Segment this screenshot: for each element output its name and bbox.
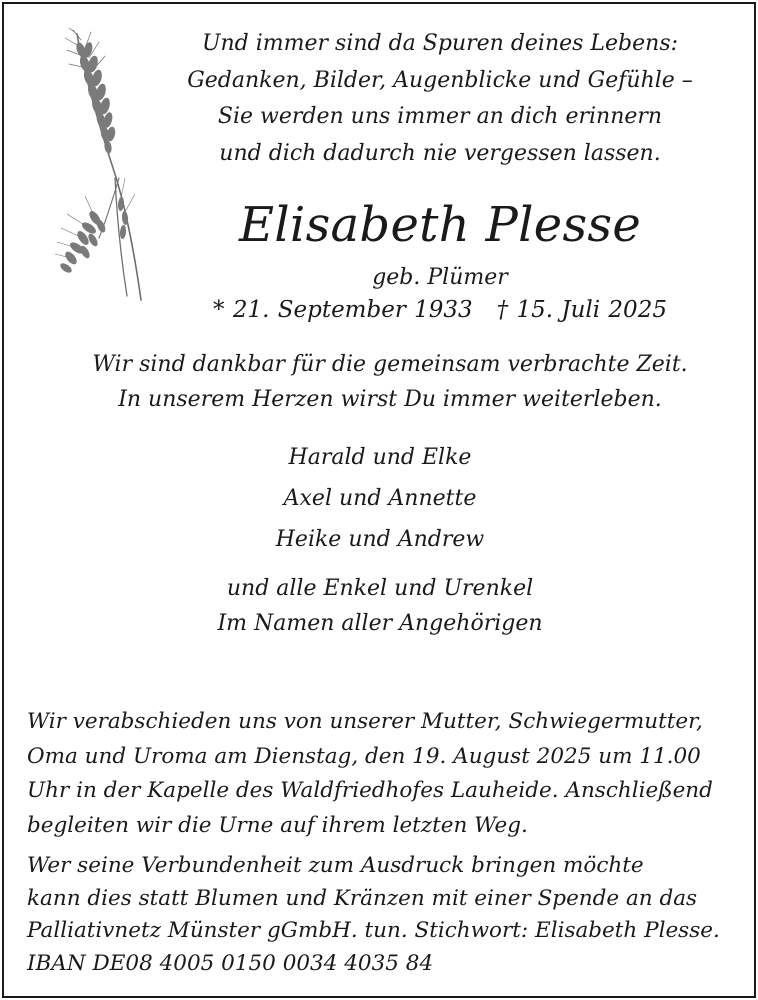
- family-member: Axel und Annette: [283, 486, 477, 511]
- birth-date: * 21. September 1933: [213, 297, 473, 323]
- closing-line: Im Namen aller Angehörigen: [217, 611, 543, 636]
- donation-line: Wer seine Verbundenheit zum Ausdruck bringen möchte: [27, 853, 644, 878]
- funeral-line: begleiten wir die Urne auf ihrem letzten Weg.: [27, 812, 528, 838]
- donation-line: kann dies statt Blumen und Kränzen mit einer Spende an das: [27, 885, 698, 911]
- poem-line: Gedanken, Bilder, Augenblicke und Gefühle –: [187, 67, 693, 93]
- gratitude-text: [40, 347, 740, 417]
- poem: [160, 26, 720, 172]
- funeral-announcement: [27, 705, 737, 843]
- birth-name: geb. Plümer: [372, 265, 508, 290]
- deceased-name: Elisabeth Plesse: [238, 197, 642, 253]
- donation-line: Palliativnetz Münster gGmbH. tun. Stichwort: Elisabeth Plesse.: [27, 918, 720, 943]
- funeral-line: Uhr in der Kapelle des Waldfriedhofes Lauheide. Anschließend: [27, 778, 713, 803]
- funeral-line: Wir verabschieden uns von unserer Mutter, Schwiegermutter,: [27, 709, 703, 734]
- death-date: † 15. Juli 2025: [496, 297, 667, 323]
- poem-line: Und immer sind da Spuren deines Lebens:: [201, 31, 679, 56]
- life-dates: [160, 295, 720, 325]
- iban: IBAN DE08 4005 0150 0034 4035 84: [27, 950, 434, 976]
- closing-text: [160, 571, 600, 641]
- family-member: Heike und Andrew: [275, 527, 485, 552]
- gratitude-line: Wir sind dankbar für die gemeinsam verbrachte Zeit.: [92, 352, 688, 377]
- gratitude-line: In unserem Herzen wirst Du immer weiterleben.: [118, 387, 662, 412]
- wheat-ears-icon: [55, 28, 150, 308]
- funeral-line: Oma und Uroma am Dienstag, den 19. August 2025 um 11.00: [27, 743, 701, 769]
- family-member: Harald und Elke: [288, 445, 472, 470]
- poem-line: und dich dadurch nie vergessen lassen.: [219, 140, 661, 166]
- donation-request: [27, 850, 737, 980]
- poem-line: Sie werden uns immer an dich erinnern: [217, 104, 663, 129]
- family-list: [160, 437, 600, 560]
- closing-line: und alle Enkel und Urenkel: [226, 576, 534, 601]
